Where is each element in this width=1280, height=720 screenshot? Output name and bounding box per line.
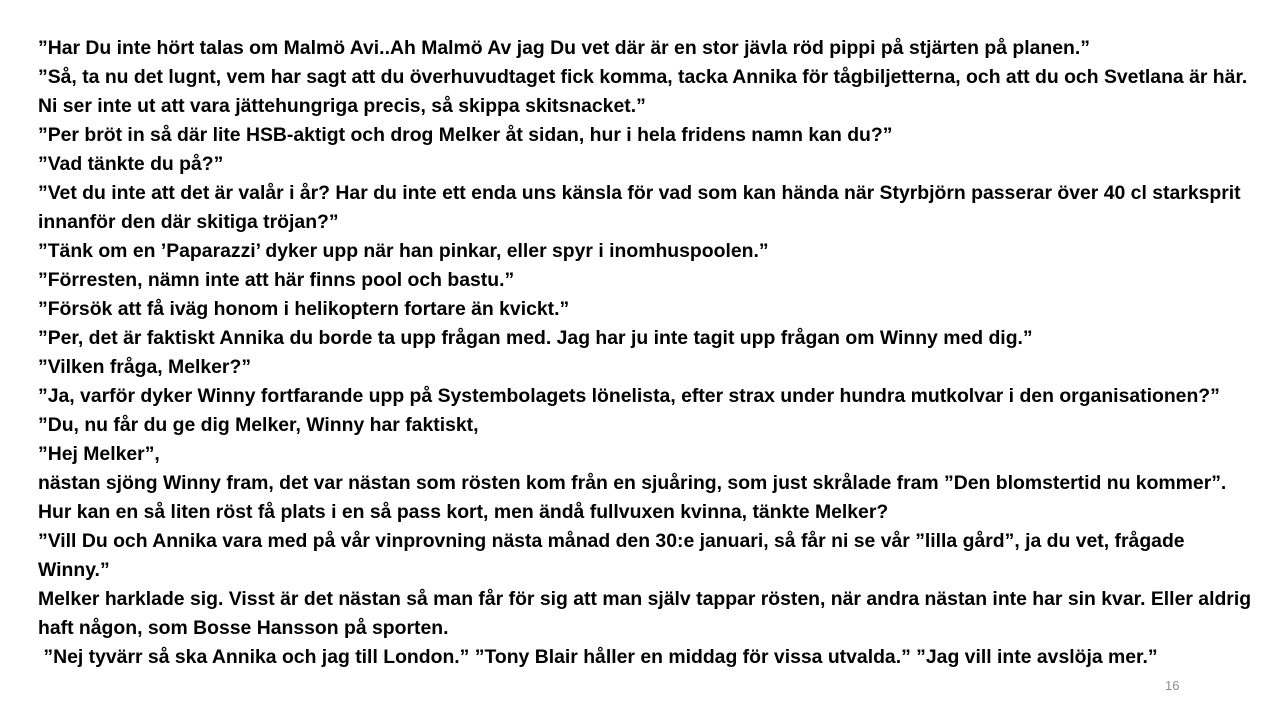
paragraph: ”Nej tyvärr så ska Annika och jag till London.” ”Tony Blair håller en middag för vissa utvalda.” ”Jag vill inte avslöja mer.” [38,646,1158,668]
paragraph: nästan sjöng Winny fram, det var nästan som rösten kom från en sjuåring, som just skrålade fram ”Den blomstertid nu kommer”. Hur kan en så liten röst få plats i en så pass kort, men ändå fullvuxen kvinna, tänkte Melker? [38,472,1227,523]
paragraph: ”Vad tänkte du på?” [38,153,224,175]
paragraph: ”Tänk om en ’Paparazzi’ dyker upp när han pinkar, eller spyr i inomhuspoolen.” [38,240,769,262]
paragraph: Melker harklade sig. Visst är det nästan så man får för sig att man själv tappar rösten, när andra nästan inte har sin kvar. Eller aldrig haft någon, som Bosse Hansson på sporten. [38,588,1252,639]
paragraph: ”Så, ta nu det lugnt, vem har sagt att du överhuvudtaget fick komma, tacka Annika för tågbiljetterna, och att du och Svetlana är här. Ni ser inte ut att vara jättehungriga precis, så skippa skitsnacket.” [38,66,1248,117]
paragraph: ”Per, det är faktiskt Annika du borde ta upp frågan med. Jag har ju inte tagit upp frågan om Winny med dig.” [38,327,1033,349]
paragraph: ”Per bröt in så där lite HSB-aktigt och drog Melker åt sidan, hur i hela fridens namn kan du?” [38,124,893,146]
page-number: 16 [1165,678,1180,693]
slide-body-text [38,34,1258,672]
paragraph: ”Vilken fråga, Melker?” [38,356,252,378]
paragraph: ”Hej Melker”, [38,443,160,465]
paragraph: ”Ja, varför dyker Winny fortfarande upp på Systembolagets lönelista, efter strax under hundra mutkolvar i den organisationen?” [38,385,1220,407]
paragraph: ”Har Du inte hört talas om Malmö Avi..Ah Malmö Av jag Du vet där är en stor jävla röd pippi på stjärten på planen.” [38,37,1090,59]
paragraph: ”Förresten, nämn inte att här finns pool och bastu.” [38,269,515,291]
paragraph: ”Vet du inte att det är valår i år? Har du inte ett enda uns känsla för vad som kan hända när Styrbjörn passerar över 40 cl starksprit innanför den där skitiga tröjan?” [38,182,1241,233]
paragraph: ”Vill Du och Annika vara med på vår vinprovning nästa månad den 30:e januari, så får ni se vår ”lilla gård”, ja du vet, frågade Winny.” [38,530,1185,581]
paragraph: ”Du, nu får du ge dig Melker, Winny har faktiskt, [38,414,479,436]
paragraph: ”Försök att få iväg honom i helikoptern fortare än kvickt.” [38,298,570,320]
